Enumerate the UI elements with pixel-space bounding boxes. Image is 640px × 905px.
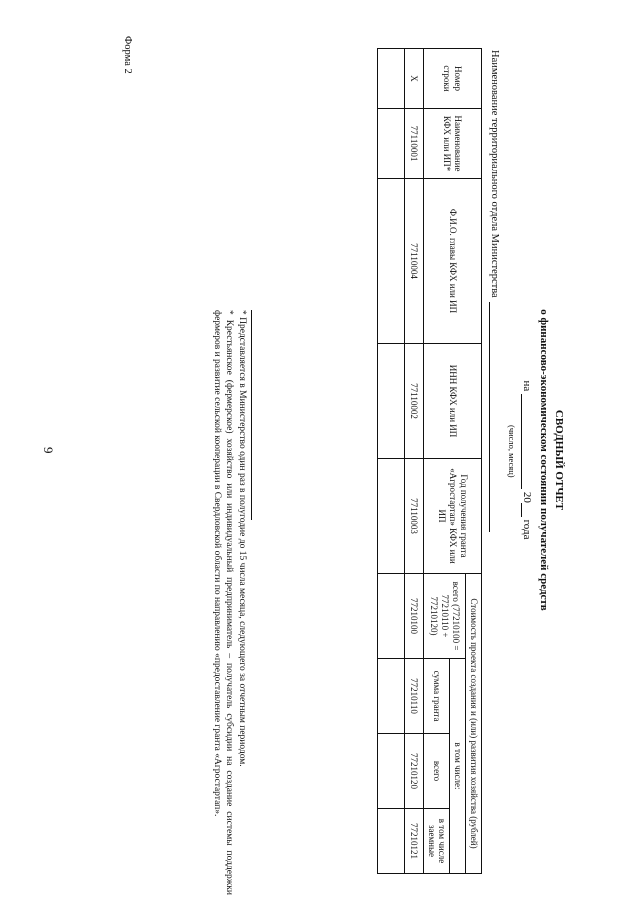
year-blank (521, 503, 534, 517)
code-cell: 77210100 (404, 574, 423, 659)
rotated-content (80, 20, 600, 900)
code-cell: X (404, 49, 423, 109)
page-number: 9 (41, 447, 56, 454)
header-cost-group: Стоимость проекта создания и (или) развития хозяйства (рублей) (466, 574, 482, 874)
footnote-2: * Крестьянское (фермерское) хозяйство или индивидуальный предприниматель – получатель субсидии на создание системы поддержки фермеров и развитие сельской кооперации в Свердловской области по направлению «предоставление гранта «Агростартап». (212, 310, 234, 895)
header-row-number: Номер строки (423, 49, 481, 109)
code-cell: 77210121 (404, 809, 423, 874)
empty-cell (377, 49, 404, 109)
code-cell: 77210110 (404, 659, 423, 734)
header-name: Наименование КФХ или ИП* (423, 109, 481, 179)
code-cell: 77110003 (404, 459, 423, 574)
year-suffix: года (521, 519, 533, 540)
footnote-divider (251, 310, 252, 520)
date-sublabel: (число, месяц) (507, 425, 517, 478)
header-grant-sum: сумма гранта (423, 659, 450, 734)
report-title: СВОДНЫЙ ОТЧЕТ (553, 409, 565, 511)
empty-cell (377, 459, 404, 574)
date-line (521, 20, 534, 900)
empty-cell (377, 344, 404, 459)
header-inn: ИНН КФХ или ИП (423, 344, 481, 459)
header-fio: Ф.И.О. главы КФХ или ИП (423, 179, 481, 344)
territory-label: Наименование территориального отдела Министерства (489, 50, 500, 298)
date-prefix: на (521, 380, 533, 392)
code-cell: 77210120 (404, 734, 423, 809)
header-own-borrowed: в том числе заемные (423, 809, 450, 874)
header-grant-year: Год получения гранта «Агростартап» КФХ или ИП (423, 459, 481, 574)
empty-cell (377, 179, 404, 344)
empty-cell (377, 109, 404, 179)
code-cell: 77110001 (404, 109, 423, 179)
empty-cell (377, 574, 404, 659)
territory-line (489, 50, 502, 532)
header-including: в том числе: (450, 659, 466, 874)
footnote-1: * Представляется в Министерство один раз в полугодие до 15 числа месяца, следующего за отчетным периодом. (237, 310, 247, 767)
empty-cell (377, 659, 404, 734)
territory-blank (489, 302, 502, 532)
empty-cell (377, 734, 404, 809)
code-cell: 77110004 (404, 179, 423, 344)
form-label: Форма 2 (122, 36, 133, 74)
date-blank (521, 394, 534, 489)
header-total: всего (77210100 = 77210110 + 77210120) (423, 574, 465, 659)
report-table (377, 48, 482, 874)
header-own-total: всего (423, 734, 450, 809)
code-cell: 77110002 (404, 344, 423, 459)
year-prefix: 20 (521, 491, 533, 503)
empty-cell (377, 809, 404, 874)
report-subtitle: о финансово-экономическом состоянии получателей средств (538, 309, 550, 611)
